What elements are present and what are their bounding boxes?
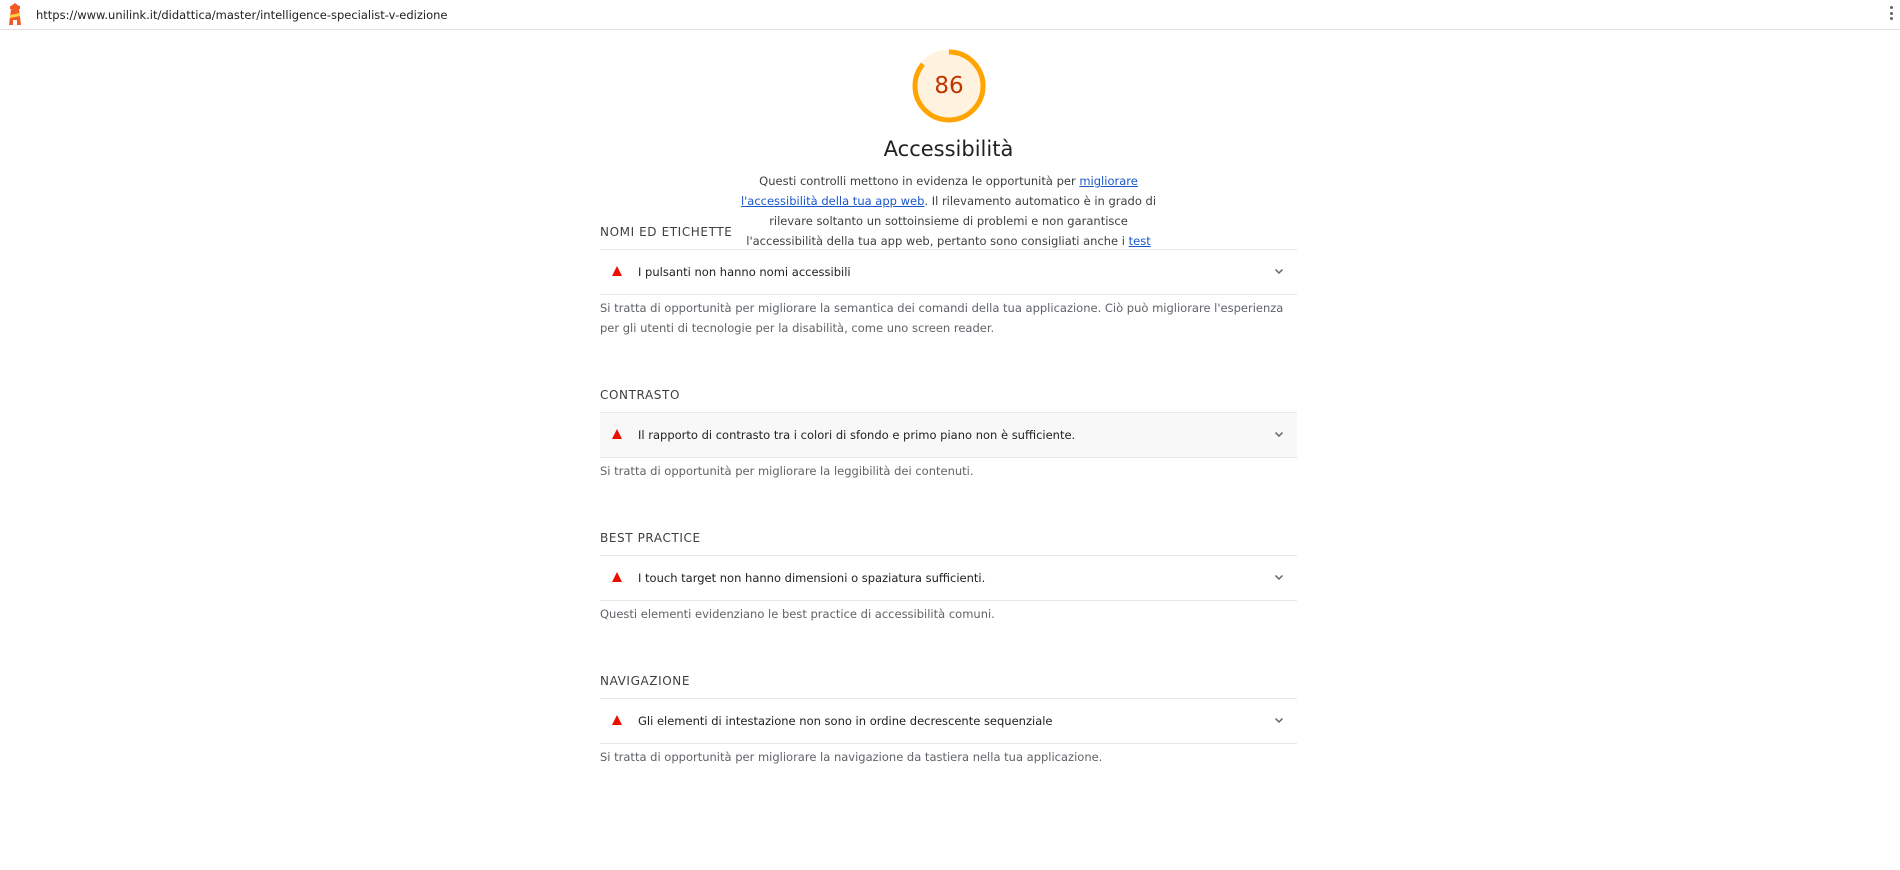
audit-heading-order[interactable]	[600, 698, 1297, 744]
group-title-contrast: CONTRASTO	[600, 388, 680, 402]
audit-title: Il rapporto di contrasto tra i colori di sfondo e primo piano non è sufficiente.	[638, 428, 1076, 442]
fail-triangle-icon	[612, 429, 622, 439]
kebab-menu-icon[interactable]	[1888, 6, 1894, 24]
improve-accessibility-link[interactable]: migliorare l'accessibilità della tua app web	[740, 174, 1138, 208]
group-title-navigation: NAVIGAZIONE	[600, 674, 691, 688]
chevron-down-icon[interactable]	[1273, 714, 1285, 726]
chevron-down-icon[interactable]	[1273, 571, 1285, 583]
group-description: Si tratta di opportunità per migliorare la semantica dei comandi della tua applicazione. Ciò può migliorare l'esperienza per gli utenti di tecnologie per la disabilità, come uno screen reader.	[600, 301, 1284, 335]
fail-triangle-icon	[612, 572, 622, 582]
audit-title: Gli elementi di intestazione non sono in ordine decrescente sequenziale	[638, 714, 1053, 728]
chevron-down-icon[interactable]	[1273, 428, 1285, 440]
group-description: Si tratta di opportunità per migliorare la navigazione da tastiera nella tua applicazione.	[600, 750, 1103, 764]
fail-triangle-icon	[612, 715, 622, 725]
lighthouse-icon	[6, 3, 24, 27]
audit-color-contrast[interactable]	[600, 412, 1297, 458]
address-bar	[0, 0, 1900, 30]
manual-tests-link[interactable]: test	[1128, 234, 1151, 248]
group-title-best-practice: BEST PRACTICE	[600, 531, 701, 545]
group-title-names-labels: NOMI ED ETICHETTE	[600, 225, 733, 239]
group-description: Questi elementi evidenziano le best practice di accessibilità comuni.	[600, 607, 995, 621]
audit-button-name[interactable]	[600, 249, 1297, 295]
group-description: Si tratta di opportunità per migliorare la leggibilità dei contenuti.	[600, 464, 974, 478]
fail-triangle-icon	[612, 266, 622, 276]
description-text: . Il rilevamento automatico è in grado di rilevare soltanto un sottoinsieme di problemi e non garantisce l'accessibilità della tua app web, pertanto sono consigliati anche i	[746, 194, 1157, 248]
chevron-down-icon[interactable]	[1273, 265, 1285, 277]
score-value: 86	[934, 73, 964, 99]
category-title: Accessibilità	[883, 137, 1014, 161]
url-text[interactable]: https://www.unilink.it/didattica/master/intelligence-specialist-v-edizione	[36, 8, 448, 22]
audit-title: I touch target non hanno dimensioni o spaziatura sufficienti.	[638, 571, 986, 585]
description-text: Questi controlli mettono in evidenza le opportunità per	[759, 174, 1080, 188]
next-group-cutoff	[600, 863, 1297, 870]
audit-target-size[interactable]	[600, 555, 1297, 601]
score-gauge[interactable]	[912, 49, 986, 123]
audit-title: I pulsanti non hanno nomi accessibili	[638, 265, 851, 279]
